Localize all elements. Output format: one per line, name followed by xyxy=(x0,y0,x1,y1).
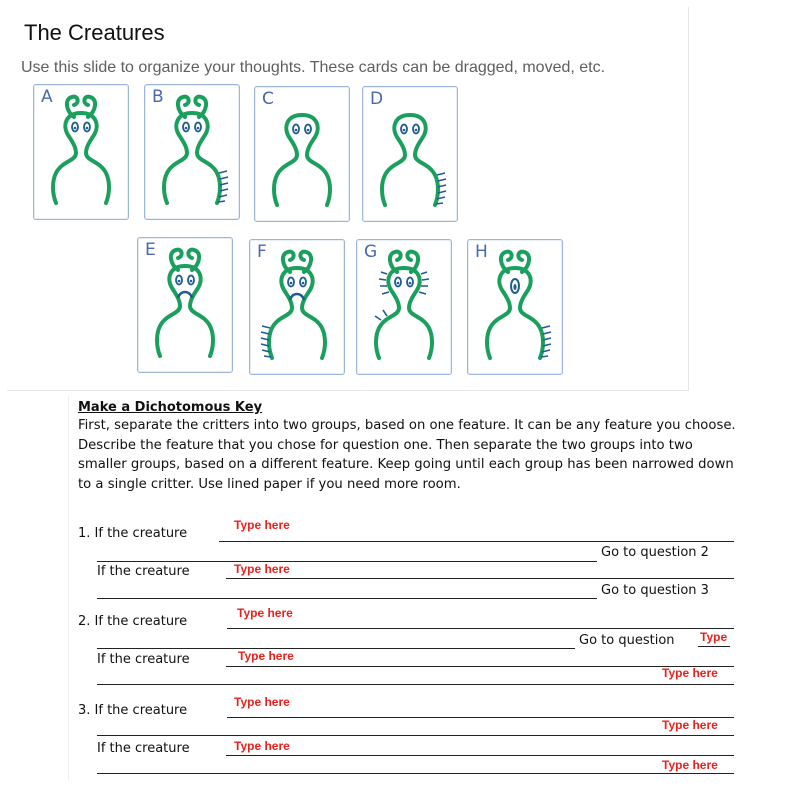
creature-card-b[interactable] xyxy=(144,84,240,220)
q2-answer-line-2[interactable] xyxy=(97,648,575,649)
q1-goto-b: Go to question 3 xyxy=(601,583,709,598)
q3-alt-answer-line[interactable] xyxy=(226,755,734,756)
q2-answer-line[interactable] xyxy=(227,628,734,629)
card-letter: G xyxy=(364,242,378,262)
q1-alt-answer-line[interactable] xyxy=(226,578,734,579)
creature-card-c[interactable] xyxy=(254,86,350,222)
card-letter: B xyxy=(152,87,164,107)
q2-alt-answer-line-2[interactable] xyxy=(97,684,734,685)
q3-answer-line[interactable] xyxy=(227,717,734,718)
card-letter: D xyxy=(370,89,384,109)
q3-alt-type-here-2[interactable]: Type here xyxy=(662,758,718,772)
worksheet-instructions: First, separate the critters into two groups, based on one feature. It can be any feature you choose. Describe the feature that you chose for question one. Then separate the two groups into two smaller groups, based on a different feature. Keep going until each group has been narrowed down to a single critter. Use lined paper if you need more room. xyxy=(78,418,736,492)
creature-card-h[interactable] xyxy=(467,239,563,375)
q2-alt-type-here-2[interactable]: Type here xyxy=(662,666,718,680)
q3-label: 3. If the creature xyxy=(78,703,188,718)
q1-type-here[interactable]: Type here xyxy=(234,518,290,532)
creature-card-a[interactable] xyxy=(33,84,129,220)
slide-subtitle: Use this slide to organize your thoughts. These cards can be dragged, moved, etc. xyxy=(21,59,606,76)
card-letter: H xyxy=(475,242,488,262)
q1-alt-label: If the creature xyxy=(97,564,190,579)
card-letter: A xyxy=(41,87,53,107)
q1-answer-line[interactable] xyxy=(219,541,734,542)
q2-alt-answer-line[interactable] xyxy=(226,666,734,667)
card-letter: C xyxy=(262,89,274,109)
slide-title: The Creatures xyxy=(24,20,165,45)
q1-alt-type-here[interactable]: Type here xyxy=(234,562,290,576)
q1-goto-a: Go to question 2 xyxy=(601,545,709,560)
q1-label: 1. If the creature xyxy=(78,526,188,541)
q2-alt-label: If the creature xyxy=(97,652,190,667)
creature-card-e[interactable] xyxy=(137,237,233,373)
card-letter: F xyxy=(257,242,267,262)
q3-alt-answer-line-2[interactable] xyxy=(97,773,734,774)
dichotomous-key-worksheet xyxy=(68,396,747,780)
q2-goto-type[interactable]: Type xyxy=(700,630,728,644)
q2-goto-line[interactable] xyxy=(698,646,730,647)
creature-card-f[interactable] xyxy=(249,239,345,375)
card-letter: E xyxy=(145,240,156,260)
q3-alt-type-here[interactable]: Type here xyxy=(234,739,290,753)
q2-type-here[interactable]: Type here xyxy=(237,606,293,620)
q2-goto: Go to question xyxy=(579,633,675,648)
q3-type-here[interactable]: Type here xyxy=(234,695,290,709)
worksheet-title: Make a Dichotomous Key xyxy=(78,400,263,415)
q1-alt-answer-line-2[interactable] xyxy=(97,598,597,599)
q3-alt-label: If the creature xyxy=(97,741,190,756)
q2-label: 2. If the creature xyxy=(78,614,188,629)
creature-card-g[interactable] xyxy=(356,239,452,375)
creature-card-d[interactable] xyxy=(362,86,458,222)
q3-answer-line-2[interactable] xyxy=(97,735,734,736)
q1-answer-line-2[interactable] xyxy=(97,561,597,562)
q2-alt-type-here[interactable]: Type here xyxy=(238,649,294,663)
q3-type-here-2[interactable]: Type here xyxy=(662,718,718,732)
